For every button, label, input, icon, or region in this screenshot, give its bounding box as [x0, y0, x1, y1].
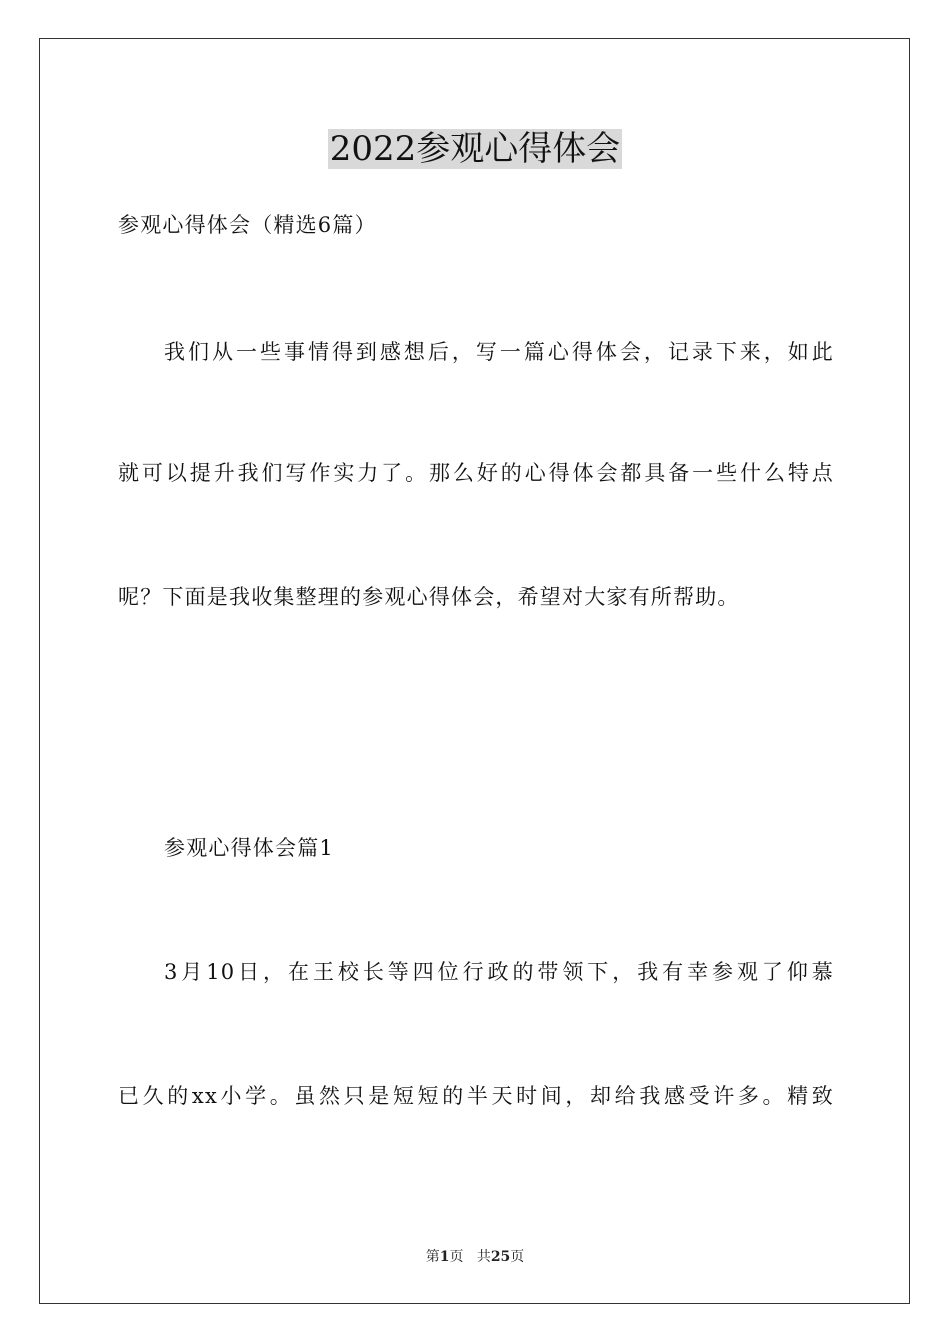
footer-total-pages: 25	[490, 1249, 511, 1265]
footer-page-suffix: 页	[449, 1249, 464, 1265]
section-line-1: 3月10日，在王校长等四位行政的带领下，我有幸参观了仰慕	[164, 960, 834, 984]
section-heading: 参观心得体会篇1	[164, 836, 334, 860]
document-title-text: 2022参观心得体会	[329, 129, 621, 169]
intro-line-3: 呢？下面是我收集整理的参观心得体会，希望对大家有所帮助。	[118, 585, 740, 609]
intro-line-2: 就可以提升我们写作实力了。那么好的心得体会都具备一些什么特点	[118, 461, 834, 485]
section-line-2: 已久的xx小学。虽然只是短短的半天时间，却给我感受许多。精致	[118, 1084, 834, 1108]
page-footer	[0, 1248, 950, 1266]
document-title	[0, 127, 950, 171]
footer-total-suffix: 页	[510, 1249, 525, 1265]
document-subtitle: 参观心得体会（精选6篇）	[118, 213, 377, 237]
intro-line-1: 我们从一些事情得到感想后，写一篇心得体会，记录下来，如此	[164, 340, 834, 364]
footer-total-prefix: 共	[476, 1249, 491, 1265]
footer-page-prefix: 第	[425, 1249, 440, 1265]
footer-page-number: 1	[439, 1249, 450, 1265]
